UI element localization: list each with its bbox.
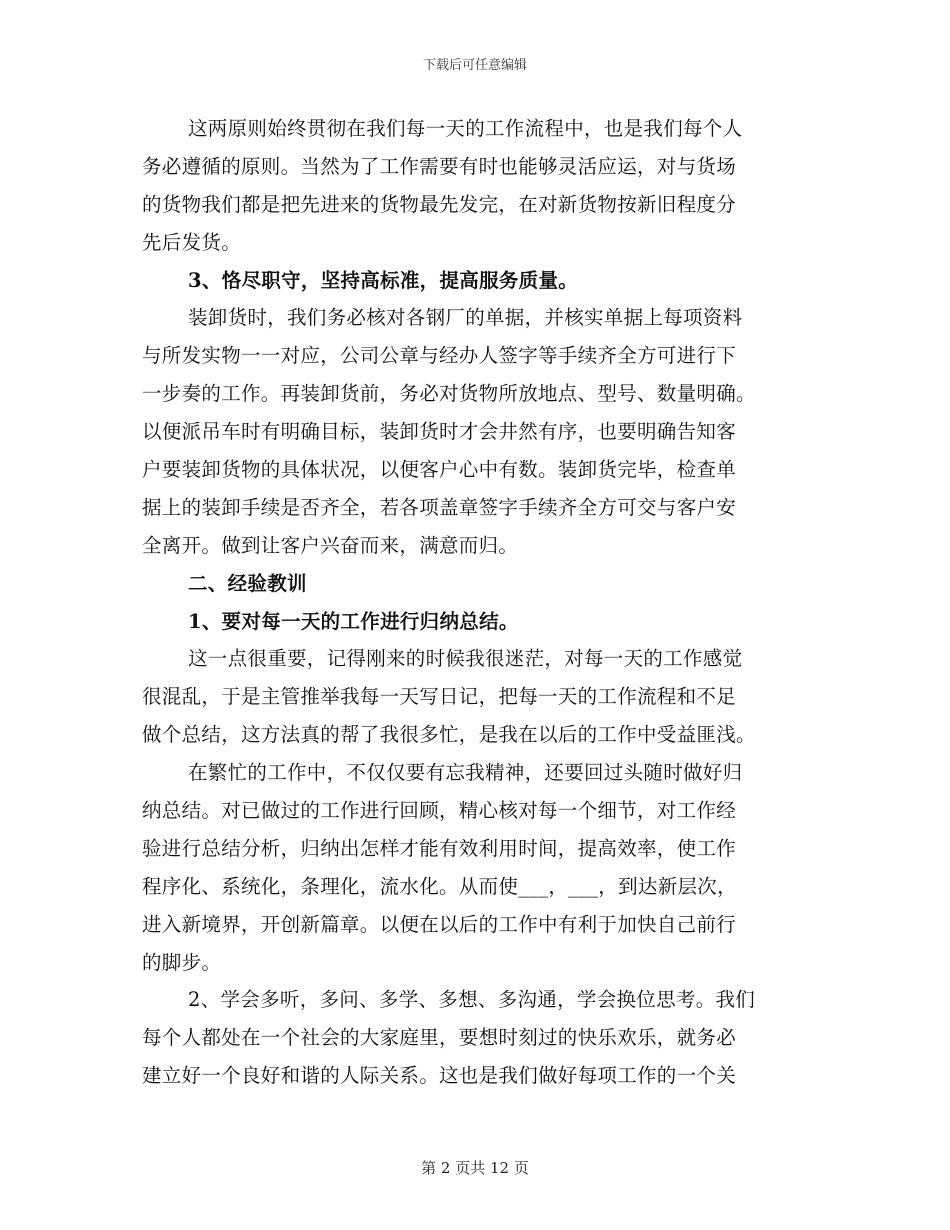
paragraph-line: 这两原则始终贯彻在我们每一天的工作流程中，也是我们每个人 — [188, 117, 743, 140]
paragraph-line: 程序化、系统化，条理化，流水化。从而使___，___，到达新层次， — [142, 874, 737, 898]
paragraph-line: 纳总结。对已做过的工作进行回顾，精心核对每一个细节，对工作经 — [142, 799, 737, 823]
section-heading: 1、要对每一天的工作进行归纳总结。 — [188, 609, 519, 633]
paragraph-line: 全离开。做到让客户兴奋而来，满意而归。 — [142, 533, 519, 557]
section-heading: 二、经验教训 — [188, 571, 307, 595]
paragraph-line: 的脚步。 — [142, 950, 222, 974]
paragraph-line: 验进行总结分析，归纳出怎样才能有效利用时间，提高效率，使工作 — [142, 836, 737, 860]
paragraph-line: 每个人都处在一个社会的大家庭里，要想时刻过的快乐欢乐，就务必 — [142, 1026, 737, 1050]
paragraph-line: 一步奏的工作。再装卸货前，务必对货物所放地点、型号、数量明确。 — [142, 382, 756, 406]
paragraph-line: 以便派吊车时有明确目标，装卸货时才会井然有序，也要明确告知客 — [142, 420, 737, 444]
page-footer: 第 2 页共 12 页 — [421, 1159, 529, 1177]
page-header: 下载后可任意编辑 — [422, 58, 527, 73]
paragraph-line: 与所发实物一一对应，公司公章与经办人签字等手续齐全方可进行下 — [142, 344, 737, 368]
paragraph-line: 进入新境界，开创新篇章。以便在以后的工作中有利于加快自己前行 — [142, 912, 737, 936]
paragraph-line: 2、学会多听，多问、多学、多想、多沟通，学会换位思考。我们 — [188, 988, 756, 1012]
paragraph-line: 据上的装卸手续是否齐全，若各项盖章签字手续齐全方可交与客户安 — [142, 495, 737, 519]
paragraph-line: 做个总结，这方法真的帮了我很多忙，是我在以后的工作中受益匪浅。 — [142, 723, 756, 747]
paragraph-line: 装卸货时，我们务必核对各钢厂的单据，并核实单据上每项资料 — [188, 306, 743, 330]
document-body — [142, 110, 810, 1095]
section-heading: 3、恪尽职守，坚持高标准，提高服务质量。 — [188, 268, 579, 292]
paragraph-line: 建立好一个良好和谐的人际关系。这也是我们做好每项工作的一个关 — [142, 1064, 737, 1088]
paragraph-line: 在繁忙的工作中，不仅仅要有忘我精神，还要回过头随时做好归 — [188, 761, 743, 785]
paragraph-line: 先后发货。 — [142, 230, 242, 254]
paragraph-line: 务必遵循的原则。当然为了工作需要有时也能够灵活应运，对与货场 — [142, 154, 737, 178]
paragraph-line: 户要装卸货物的具体状况，以便客户心中有数。装卸货完毕，检查单 — [142, 458, 737, 482]
paragraph-line: 这一点很重要，记得刚来的时候我很迷茫，对每一天的工作感觉 — [188, 647, 743, 671]
paragraph-line: 的货物我们都是把先进来的货物最先发完，在对新货物按新旧程度分 — [142, 192, 737, 216]
paragraph-line: 很混乱，于是主管推举我每一天写日记，把每一天的工作流程和不足 — [142, 685, 737, 709]
